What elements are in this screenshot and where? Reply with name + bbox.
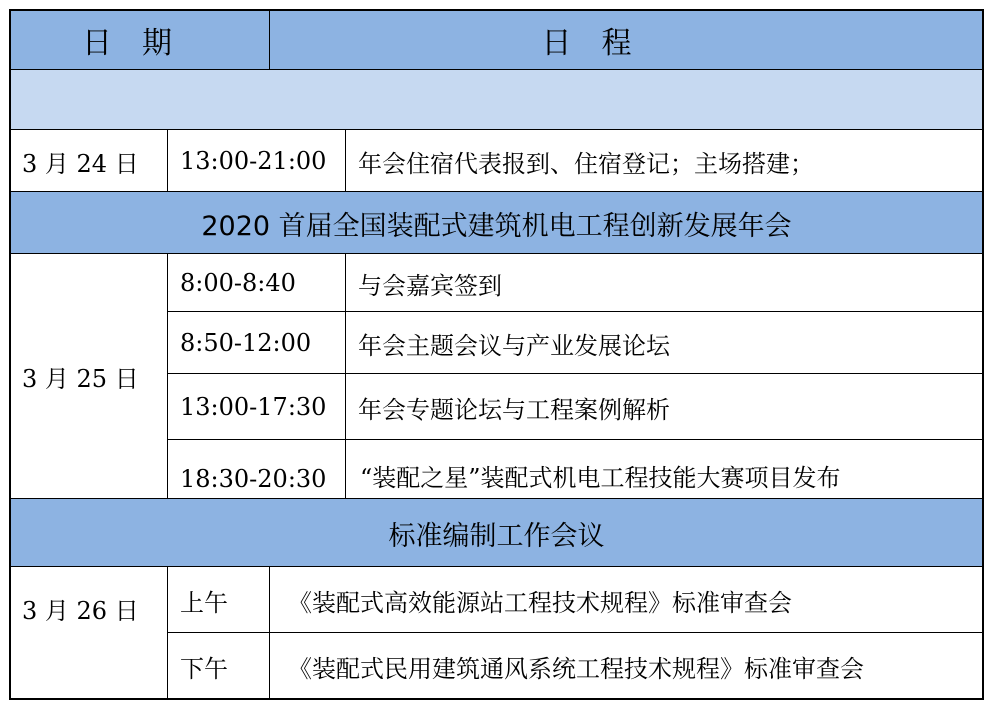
time-label: 13:00-21:00 [180,147,327,175]
event-cell [346,312,983,374]
time-label: 下午 [180,654,228,683]
row-line [168,632,984,633]
table-border-top [9,9,984,11]
time-cell [168,440,346,499]
section-heading-annual-meeting [10,192,983,254]
header-date-label: 日 期 [82,25,172,61]
date-cell-day1 [10,130,168,192]
row-line [168,373,984,374]
section-title: 标准编制工作会议 [388,520,605,552]
empty-band-row [10,69,983,130]
time-label: 18:30-20:30 [180,465,327,493]
time-label: 上午 [180,588,228,617]
table-border-left [9,9,11,700]
col-line [167,254,168,499]
table-border-right [982,9,984,700]
time-label: 8:00-8:40 [180,269,296,297]
time-cell [168,254,346,312]
event-cell [270,567,983,633]
time-label: 13:00-17:30 [180,393,327,421]
date-label: 3 月 24 日 [22,149,139,178]
row-line [9,498,984,499]
event-label: 《装配式高效能源站工程技术规程》标准审查会 [288,588,792,617]
time-cell [168,633,270,699]
col-line [167,567,168,699]
event-label: “装配之星”装配式机电工程技能大赛项目发布 [360,464,841,492]
event-cell [270,633,983,699]
event-label: 年会住宿代表报到、住宿登记；主场搭建； [358,149,814,178]
event-label: 与会嘉宾签到 [358,271,502,300]
table-border-bottom [9,698,984,700]
row-line [9,566,984,567]
event-label: 《装配式民用建筑通风系统工程技术规程》标准审查会 [288,654,864,683]
row-line [168,311,984,312]
row-line [9,129,984,130]
row-line [9,253,984,254]
row-line [9,69,984,70]
event-label: 年会主题会议与产业发展论坛 [358,331,670,360]
col-line [167,130,168,192]
event-cell [346,130,983,192]
date-label: 3 月 26 日 [22,597,139,625]
row-line [168,439,984,440]
header-schedule-label: 日 程 [541,25,632,61]
date-cell-day3 [10,567,168,637]
section-title: 2020 首届全国装配式建筑机电工程创新发展年会 [201,210,792,242]
event-label: 年会专题论坛与工程案例解析 [358,395,670,424]
time-label: 8:50-12:00 [180,329,312,357]
time-cell [168,567,270,633]
col-line [345,130,346,192]
header-date-cell [10,10,270,69]
time-cell [168,374,346,440]
section-heading-standards-meeting [10,499,983,567]
header-schedule-cell [270,10,983,69]
event-cell [346,440,983,499]
date-cell-day2 [10,254,168,499]
event-cell [346,374,983,440]
time-cell [168,312,346,374]
event-cell [346,254,983,312]
header-divider [269,9,270,69]
row-line [9,191,984,192]
col-line [269,567,270,699]
date-label: 3 月 25 日 [22,365,139,393]
col-line [345,254,346,499]
time-cell [168,130,346,192]
